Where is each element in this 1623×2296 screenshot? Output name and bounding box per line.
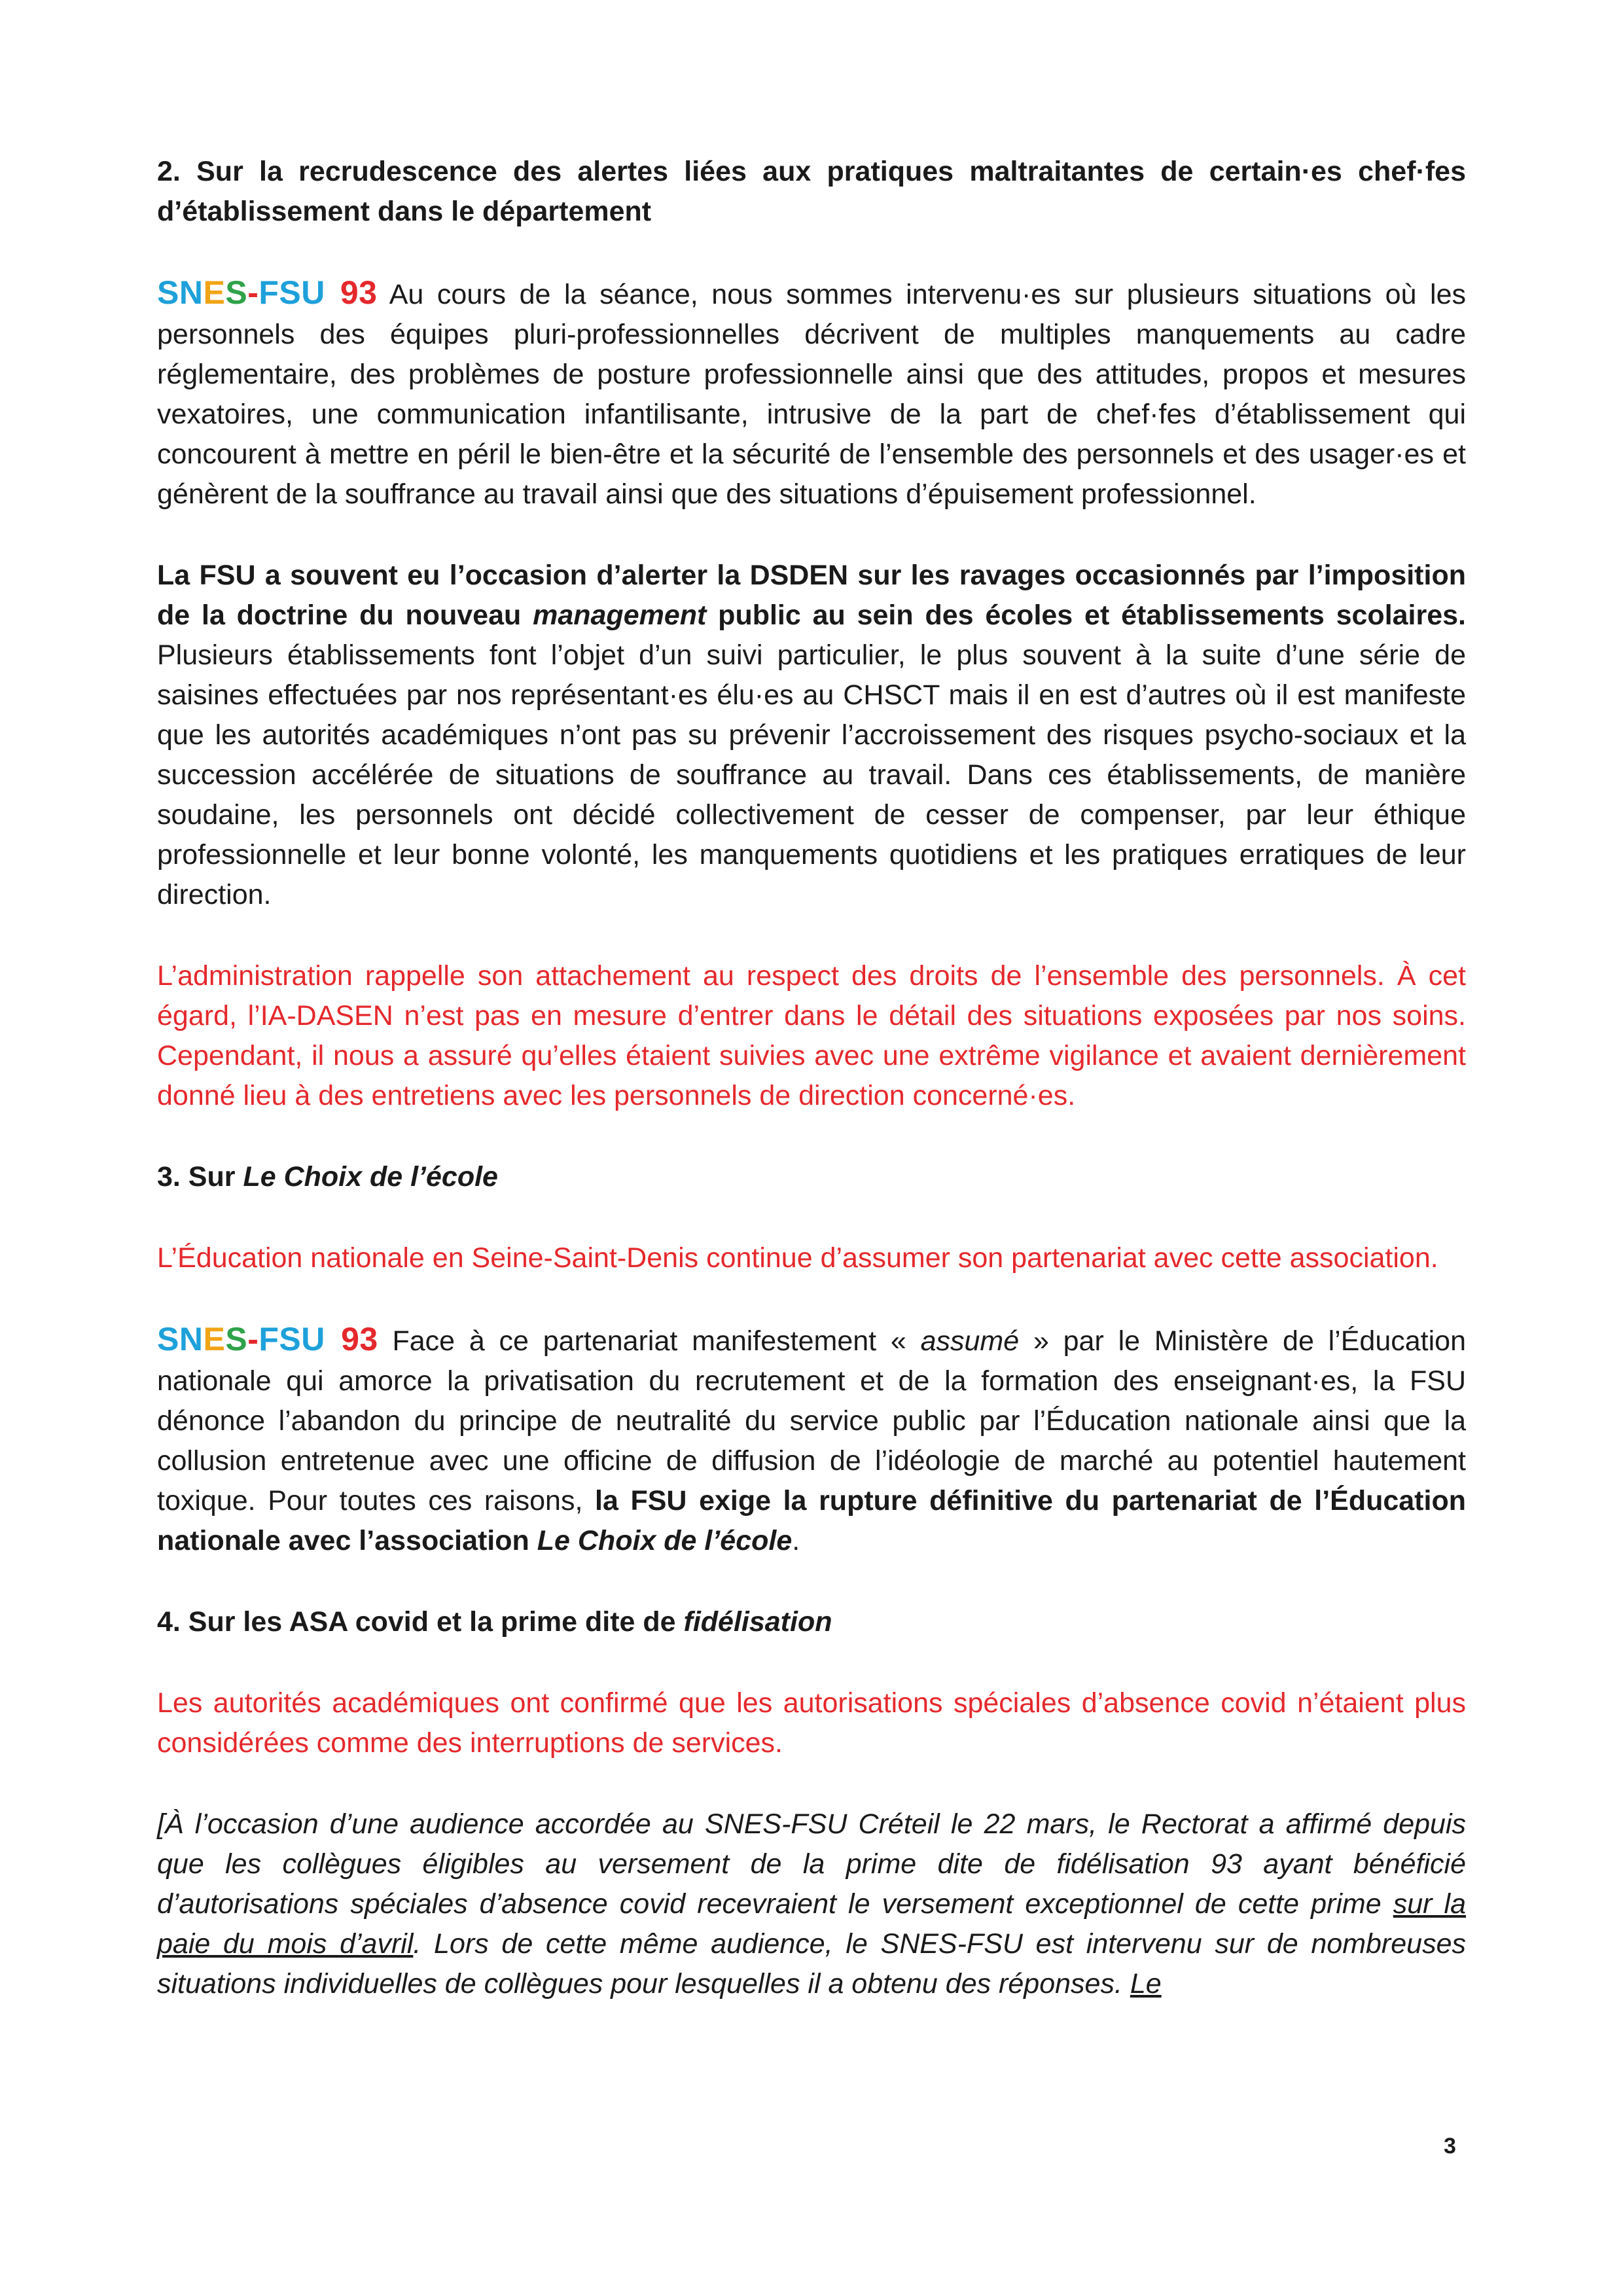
document-page xyxy=(157,152,1466,2045)
section-2-administration-response: L’administration rappelle son attachement au respect des droits de l’ensemble des personnels. À cet égard, l’IA-DASEN n’est pas en mesure d’entrer dans le détail des situations exposées par nos soins. Cependant, il nous a assuré qu’elles étaient suivies avec une extrême vigilance et avaient dernièrement donné lieu à des entretiens avec les personnels de direction concerné·es. xyxy=(157,960,1466,1111)
page-number: 3 xyxy=(1444,2134,1456,2159)
snes-fsu-93-logo: SNES-FSU 93 xyxy=(157,274,378,311)
section-2-heading: 2. Sur la recrudescence des alertes liées aux pratiques maltraitantes de certain·es chef·fes d’établissement dans le département xyxy=(157,156,1466,227)
section-3-administration-response: L’Éducation nationale en Seine-Saint-Denis continue d’assumer son partenariat avec cette association. xyxy=(157,1242,1438,1274)
section-4-administration-response: Les autorités académiques ont confirmé que les autorisations spéciales d’absence covid n’étaient plus considérées comme des interruptions de services. xyxy=(157,1687,1466,1759)
section-2-paragraph-2: La FSU a souvent eu l’occasion d’alerter la DSDEN sur les ravages occasionnés par l’imposition de la doctrine du nouveau management public au sein des écoles et établissements scolaires. Plusieurs établissements font l’objet d’un suivi particulier, le plus souvent à la suite d’une série de saisines effectuées par nos représentant·es élu·es au CHSCT mais il en est d’autres où il est manifeste que les autorités académiques n’ont pas su prévenir l’accroissement des risques psycho-sociaux et la succession accélérée de situations de souffrance au travail. Dans ces établissements, de manière soudaine, les personnels ont décidé collectivement de cesser de compenser, par leur éthique professionnelle et leur bonne volonté, les manquements quotidiens et les pratiques erratiques de leur direction. xyxy=(157,560,1467,910)
section-4-note: [À l’occasion d’une audience accordée au SNES-FSU Créteil le 22 mars, le Rectorat a affirmé depuis que les collègues éligibles au versement de la prime dite de fidélisation 93 ayant bénéficié d’autorisations spéciales d’absence covid recevraient le versement exceptionnel de cette prime sur la paie du mois d’avril. Lors de cette même audience, le SNES-FSU est intervenu sur de nombreuses situations individuelles de collègues pour lesquelles il a obtenu des réponses. Le xyxy=(157,1808,1466,2000)
paragraph-text: Au cours de la séance, nous sommes intervenu·es sur plusieurs situations où les personnels des équipes pluri-professionnelles décrivent de multiples manquements au cadre réglementaire, des problèmes de posture professionnelle ainsi que des attitudes, propos et mesures vexatoires, une communication infantilisante, intrusive de la part de chef·fes d’établissement qui concourent à mettre en péril le bien-être et la sécurité de l’ensemble des personnels et des usager·es et génèrent de la souffrance au travail ainsi que des situations d’épuisement professionnel. xyxy=(157,279,1466,510)
section-2-paragraph-1 xyxy=(157,273,1466,514)
section-4-heading: 4. Sur les ASA covid et la prime dite de fidélisation xyxy=(157,1606,832,1638)
section-3-paragraph: SNES-FSU 93 Face à ce partenariat manifestement « assumé » par le Ministère de l’Éducation nationale qui amorce la privatisation du recrutement et de la formation des enseignant·es, la FSU dénonce l’abandon du principe de neutralité du service public par l’Éducation nationale ainsi que la collusion entretenue avec une officine de diffusion de l’idéologie de marché au potentiel hautement toxique. Pour toutes ces raisons, la FSU exige la rupture définitive du partenariat de l’Éducation nationale avec l’association Le Choix de l’école. xyxy=(157,1321,1466,1556)
section-3-heading: 3. Sur Le Choix de l’école xyxy=(157,1161,498,1193)
snes-fsu-93-logo: SNES-FSU 93 xyxy=(157,1321,378,1357)
